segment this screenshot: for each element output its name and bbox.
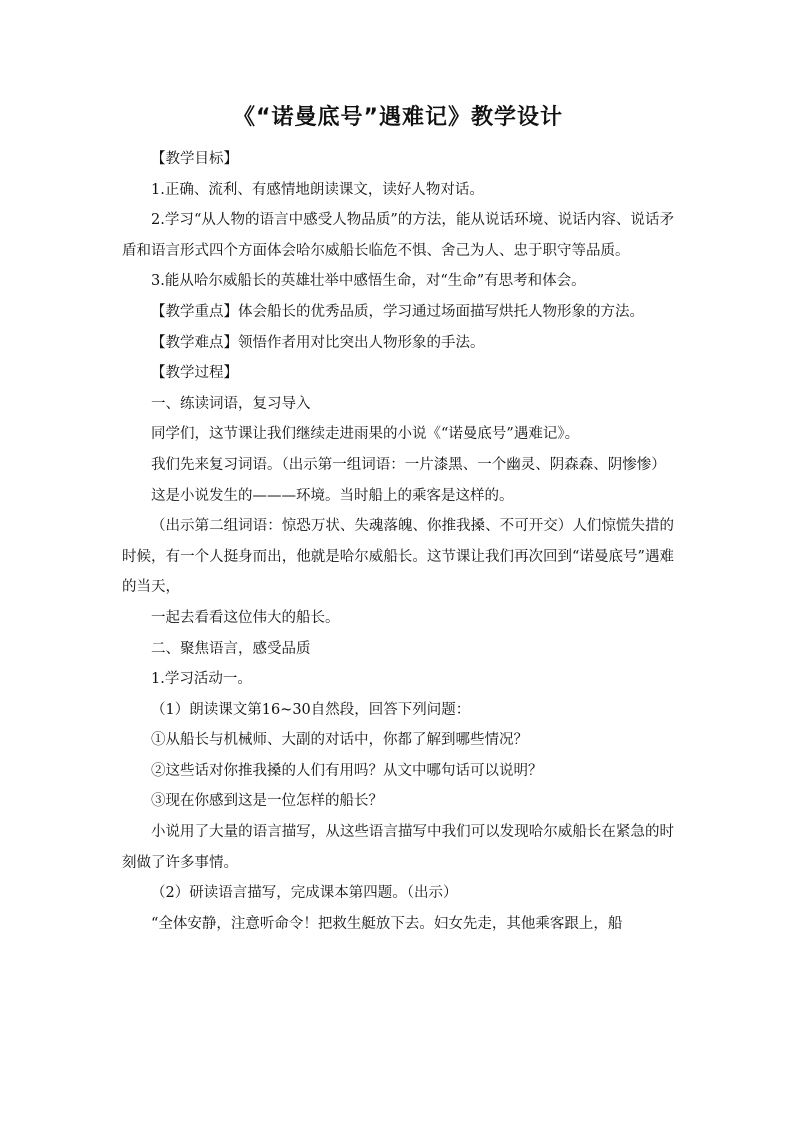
paragraph: 我们先来复习词语。（出示第一组词语：一片漆黑、一个幽灵、阴森森、阴惨惨） [151, 456, 666, 473]
paragraph: 同学们，这节课让我们继续走进雨果的小说《“诺曼底号”遇难记》。 [151, 426, 580, 443]
question-item: ③现在你感到这是一位怎样的船长？ [151, 793, 383, 810]
paragraph: 1.学习活动一。 [151, 671, 252, 688]
section-key-points: 【教学重点】体会船长的优秀品质，学习通过场面描写烘托人物形象的方法。 [151, 303, 644, 320]
paragraph: 3.能从哈尔威船长的英雄壮举中感悟生命，对“生命”有思考和体会。 [151, 273, 586, 290]
paragraph: （出示第二组词语：惊恐万状、失魂落魄、你推我搡、不可开交）人们惊慌失措的时候，有一个人挺身而出，他就是哈尔威船长。这节课让我们再次回到“诺曼底号”遇难的当天， [122, 518, 674, 596]
page-title: 《“诺曼底号”遇难记》教学设计 [233, 105, 563, 130]
subheading: 一、练读词语，复习导入 [151, 395, 311, 412]
paragraph: 一起去看看这位伟大的船长。 [151, 609, 340, 626]
paragraph: 小说用了大量的语言描写，从这些语言描写中我们可以发现哈尔威船长在紧急的时刻做了许多事情。 [122, 824, 674, 871]
question-item: ①从船长与机械师、大副的对话中，你都了解到哪些情况？ [151, 732, 528, 749]
question-item: ②这些话对你推我搡的人们有用吗？从文中哪句话可以说明？ [151, 762, 543, 779]
subheading: 二、聚焦语言，感受品质 [151, 640, 311, 657]
paragraph: （2）研读语言描写，完成课本第四题。（出示） [151, 885, 458, 902]
section-heading-process: 【教学过程】 [151, 365, 238, 382]
paragraph: 1.正确、流利、有感情地朗读课文，读好人物对话。 [151, 181, 484, 198]
paragraph: （1）朗读课文第16~30自然段，回答下列问题： [151, 701, 471, 718]
document-body [122, 144, 674, 939]
section-heading-objectives: 【教学目标】 [151, 151, 238, 167]
section-difficulties: 【教学难点】领悟作者用对比突出人物形象的手法。 [151, 334, 485, 351]
paragraph: “全体安静，注意听命令！把救生艇放下去。妇女先走，其他乘客跟上，船 [151, 915, 623, 932]
paragraph: 2.学习“从人物的语言中感受人物品质”的方法，能从说话环境、说话内容、说话矛盾和语言形式四个方面体会哈尔威船长临危不惧、舍己为人、忠于职守等品质。 [122, 212, 674, 259]
paragraph: 这是小说发生的———环境。当时船上的乘客是这样的。 [151, 487, 514, 504]
